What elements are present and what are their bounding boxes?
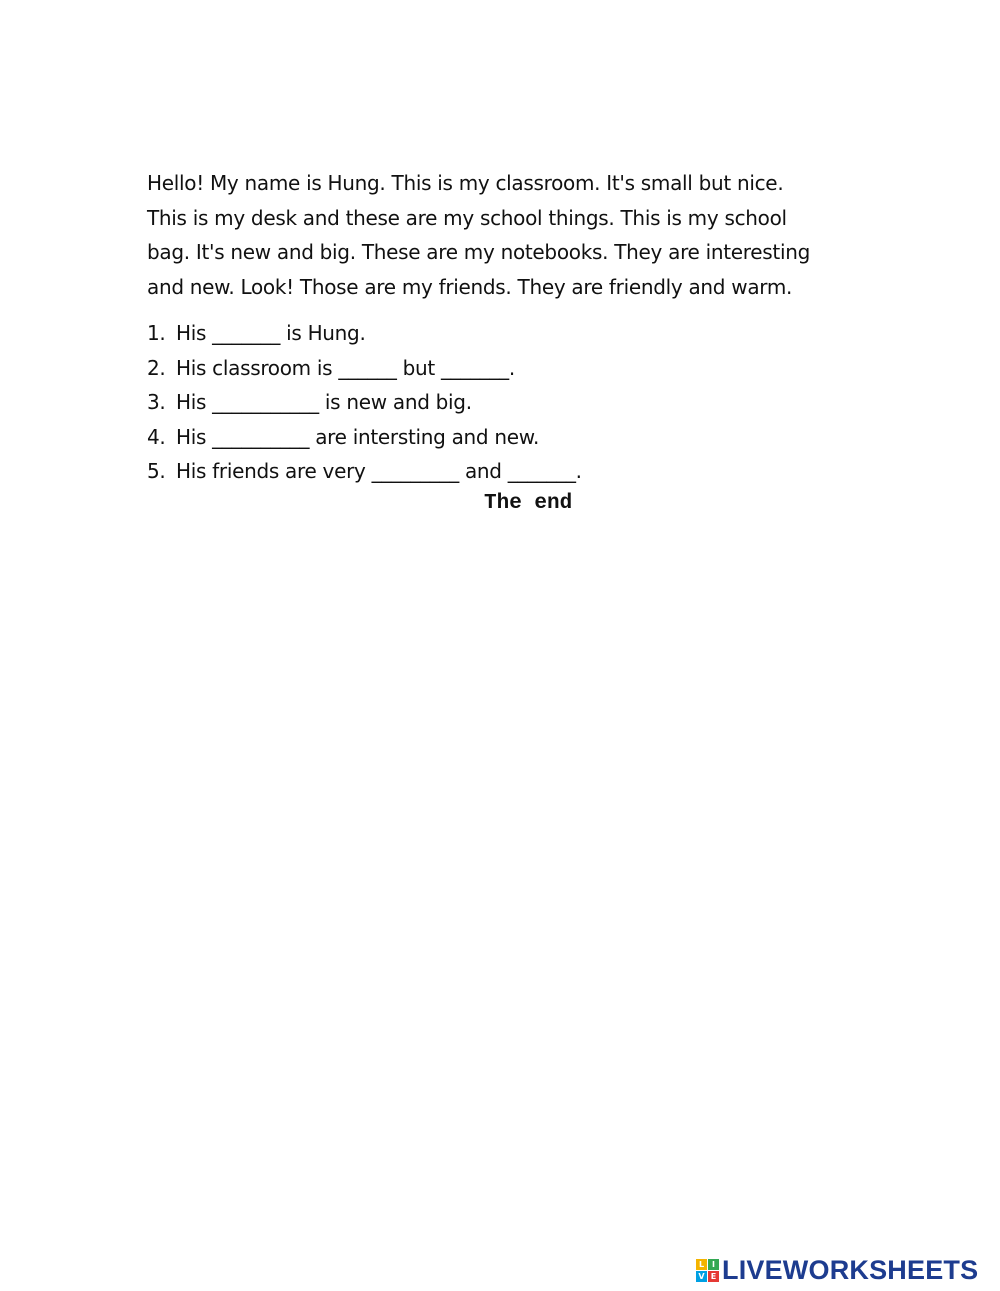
question-text: His __________ are intersting and new. bbox=[176, 424, 540, 449]
logo-block-l: L bbox=[696, 1259, 707, 1270]
passage-line: This is my desk and these are my school things. This is my school bbox=[147, 205, 787, 230]
question-text: His classroom is ______ but _______. bbox=[176, 355, 515, 380]
logo-block-e: E bbox=[708, 1271, 719, 1282]
question-number: 4. bbox=[147, 424, 166, 449]
question-text: His _______ is Hung. bbox=[176, 321, 366, 345]
question-number: 5. bbox=[147, 459, 166, 483]
liveworksheets-logo bbox=[696, 1255, 978, 1285]
question-number: 2. bbox=[147, 355, 166, 380]
question-item bbox=[147, 385, 887, 420]
passage-line: Hello! My name is Hung. This is my classroom. It's small but nice. bbox=[147, 171, 784, 195]
the-end-label: The end bbox=[484, 492, 573, 515]
logo-blocks-icon bbox=[696, 1259, 719, 1282]
passage-line: bag. It's new and big. These are my notebooks. They are interesting bbox=[147, 240, 810, 264]
question-item bbox=[147, 454, 887, 489]
question-item bbox=[147, 351, 887, 386]
question-text: His ___________ is new and big. bbox=[176, 390, 472, 414]
question-number: 3. bbox=[147, 390, 166, 414]
logo-block-v: V bbox=[696, 1271, 707, 1282]
question-item bbox=[147, 420, 887, 455]
logo-block-i: I bbox=[708, 1259, 719, 1270]
question-list bbox=[147, 316, 887, 489]
question-text: His friends are very _________ and _______. bbox=[176, 459, 582, 483]
question-item bbox=[147, 316, 887, 351]
reading-passage bbox=[147, 166, 887, 304]
question-number: 1. bbox=[147, 321, 166, 345]
passage-line: and new. Look! Those are my friends. They are friendly and warm. bbox=[147, 274, 793, 299]
logo-text: LIVEWORKSHEETS bbox=[722, 1254, 979, 1285]
